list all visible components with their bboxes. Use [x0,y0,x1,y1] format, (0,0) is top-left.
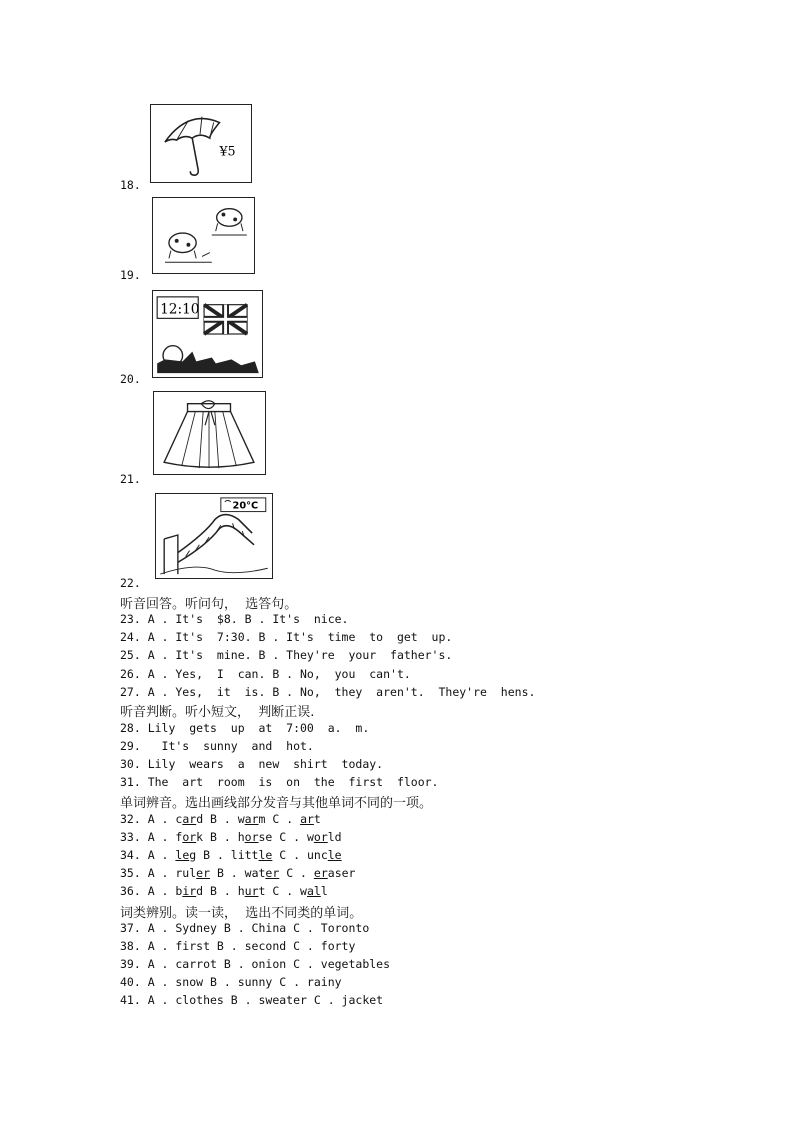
question-36: 36. A . bird B . hurt C . wall [120,884,328,898]
question-29: 29. It's sunny and hot. [120,739,314,753]
picture-skirt [153,391,266,475]
question-23: 23. A . It's $8. B . It's nice. [120,612,349,626]
picture-cows [152,197,255,274]
question-26: 26. A . Yes, I can. B . No, you can't. [120,667,411,681]
picture-number: 18. [120,178,141,192]
question-37: 37. A . Sydney B . China C . Toronto [120,921,370,935]
question-30: 30. Lily wears a new shirt today. [120,757,384,771]
picture-london [152,290,263,378]
question-34: 34. A . leg B . little C . uncle [120,848,342,862]
price-label: ¥5 [219,143,236,159]
question-41: 41. A . clothes B . sweater C . jacket [120,993,384,1007]
question-40: 40. A . snow B . sunny C . rainy [120,975,342,989]
section-heading: 听音判断。听小短文， 判断正误. [120,705,315,720]
question-31: 31. The art room is on the first floor. [120,775,439,789]
question-39: 39. A . carrot B . onion C . vegetables [120,957,391,971]
picture-number: 19. [120,268,141,282]
section-heading: 听音回答。听问句， 选答句。 [120,597,298,612]
question-32: 32. A . card B . warm C . art [120,812,321,826]
question-27: 27. A . Yes, it is. B . No, they aren't. They're hens. [120,685,536,699]
temperature-label: 20°C [232,500,259,512]
question-28: 28. Lily gets up at 7:00 a. m. [120,721,370,735]
picture-umbrella [150,104,252,183]
picture-number: 22. [120,576,141,590]
question-24: 24. A . It's 7:30. B . It's time to get up. [120,630,453,644]
picture-great-wall [155,493,273,579]
section-heading: 单词辨音。选出画线部分发音与其他单词不同的一项。 [120,796,433,811]
picture-number: 20. [120,372,141,386]
section-heading: 词类辨别。读一读， 选出不同类的单词。 [120,906,363,921]
question-25: 25. A . It's mine. B . They're your father's. [120,648,453,662]
question-35: 35. A . ruler B . water C . eraser [120,866,356,880]
clock-time: 12:10 [160,301,200,318]
question-38: 38. A . first B . second C . forty [120,939,356,953]
question-33: 33. A . fork B . horse C . world [120,830,342,844]
picture-number: 21. [120,472,141,486]
